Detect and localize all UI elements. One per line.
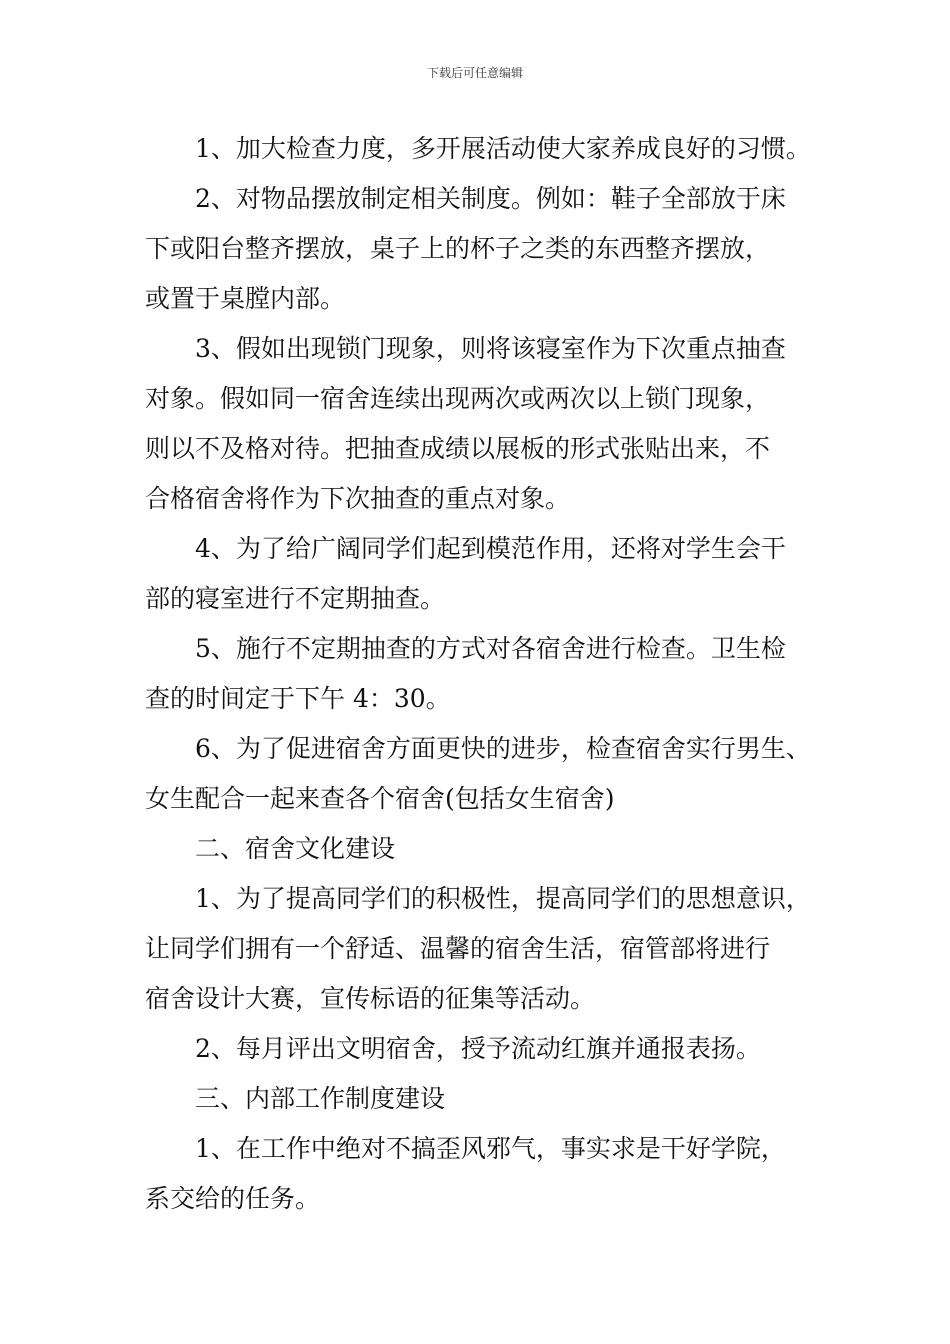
section-heading-2 [145, 824, 813, 874]
text-line: 女生配合一起来查各个宿舍(包括女生宿舍) [145, 784, 615, 813]
text-line: 让同学们拥有一个舒适、温馨的宿舍生活，宿管部将进行 [145, 934, 771, 963]
section-heading: 二、宿舍文化建设 [195, 834, 396, 863]
text-line: 下或阳台整齐摆放，桌子上的杯子之类的东西整齐摆放， [145, 234, 771, 263]
text-line: 6、为了促进宿舍方面更快的进步，检查宿舍实行男生、 [195, 734, 811, 763]
text-line: 则以不及格对待。把抽查成绩以展板的形式张贴出来，不 [145, 434, 771, 463]
document-body [145, 124, 813, 1224]
paragraph-7 [145, 874, 813, 1024]
paragraph-5 [145, 624, 813, 724]
text-line: 查的时间定于下午 4：30。 [145, 684, 451, 713]
section-heading-3 [145, 1074, 813, 1124]
paragraph-2 [145, 174, 813, 324]
text-line: 3、假如出现锁门现象，则将该寝室作为下次重点抽查 [195, 334, 786, 363]
paragraph-8 [145, 1024, 813, 1074]
text-line: 对象。假如同一宿舍连续出现两次或两次以上锁门现象， [145, 384, 771, 413]
text-line: 部的寝室进行不定期抽查。 [145, 584, 446, 613]
text-line: 或置于桌膛内部。 [145, 284, 346, 313]
text-line: 2、每月评出文明宿舍，授予流动红旗并通报表扬。 [195, 1034, 761, 1063]
paragraph-9 [145, 1124, 813, 1224]
paragraph-3 [145, 324, 813, 524]
section-heading: 三、内部工作制度建设 [195, 1084, 446, 1113]
text-line: 合格宿舍将作为下次抽查的重点对象。 [145, 484, 571, 513]
paragraph-4 [145, 524, 813, 624]
text-line: 1、在工作中绝对不搞歪风邪气，事实求是干好学院， [195, 1134, 786, 1163]
text-line: 5、施行不定期抽查的方式对各宿舍进行检查。卫生检 [195, 634, 786, 663]
text-line: 宿舍设计大赛，宣传标语的征集等活动。 [145, 984, 596, 1013]
text-line: 1、加大检查力度，多开展活动使大家养成良好的习惯。 [195, 134, 811, 163]
text-line: 1、为了提高同学们的积极性，提高同学们的思想意识， [195, 884, 811, 913]
page-header: 下载后可任意编辑 [426, 66, 523, 80]
text-line: 4、为了给广阔同学们起到模范作用，还将对学生会干 [195, 534, 786, 563]
paragraph-6 [145, 724, 813, 824]
text-line: 系交给的任务。 [145, 1184, 321, 1213]
text-line: 2、对物品摆放制定相关制度。例如：鞋子全部放于床 [195, 184, 786, 213]
paragraph-1 [145, 124, 813, 174]
